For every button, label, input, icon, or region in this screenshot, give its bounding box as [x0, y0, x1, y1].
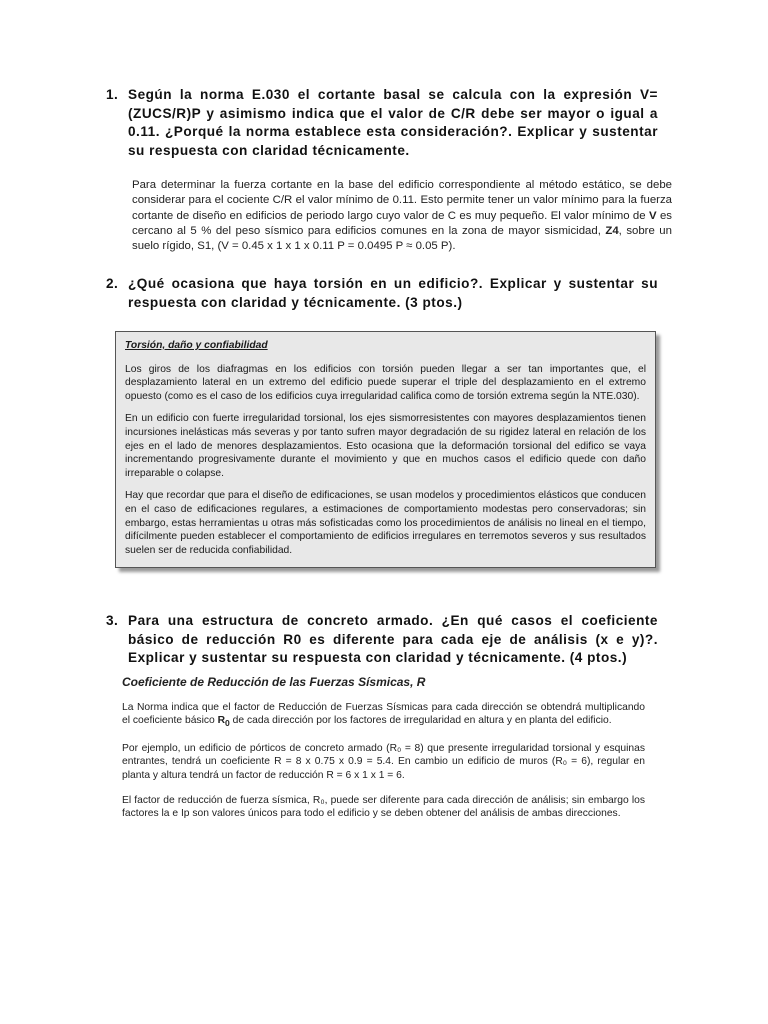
- bold-term: Z4: [605, 224, 619, 237]
- question-1: [106, 86, 658, 160]
- r-letter: R: [217, 715, 226, 727]
- question-text: Según la norma E.030 el cortante basal se calcula con la expresión V=(ZUCS/R)P y asimismo indica que el valor de C/R debe ser mayor o igual a 0.11. ¿Porqué la norma establece esta consideración?. Explicar y sustentar su respuesta con claridad técnicamente.: [128, 87, 658, 158]
- question-2: [106, 275, 658, 312]
- question-number: 2.: [106, 276, 119, 291]
- bold-term: V: [648, 209, 657, 222]
- answer-text: es cercano al 5 % del peso sísmico para edificios comunes en la zona de mayor sismicidad,: [132, 209, 672, 237]
- r-subscript: 0: [225, 718, 230, 729]
- answer-3: [122, 676, 645, 832]
- answer-text: Para determinar la fuerza cortante en la base del edificio correspondiente al método estático, se debe considerar para el cociente C/R el valor mínimo de 0.11. Esto permite tener un valor mínimo para la fuerza cortante de diseño en edificios de periodo largo cuyo valor de C es muy pequeño. El valor mínimo de: [132, 179, 672, 222]
- box-paragraph: Hay que recordar que para el diseño de edificaciones, se usan modelos y procedimientos elásticos que conducen en el caso de edificaciones regulares, a estimaciones de comportamiento modestas pero conservadoras; sin embargo, estas herramientas u otras más sofisticadas como los procedimientos de análisis no lineal en el tiempo, difícilmente pueden establecer el comportamiento de edificios irregulares en terremotos severos y sus resultados suelen ser de reducida confiabilidad.: [125, 490, 646, 556]
- section-title: Coeficiente de Reducción de las Fuerzas Sísmicas, R: [122, 675, 426, 689]
- answer-text: , sobre un suelo rígido, S1, (V = 0.45 x 1 x 1 x 0.11 P = 0.0495 P ≈ 0.05 P).: [132, 224, 672, 253]
- answer-paragraph: El factor de reducción de fuerza sísmica, R₀, puede ser diferente para cada dirección de análisis; sin embargo los factores la e Ip son valores únicos para todo el edificio y se deben obtener del análisis de ambas direcciones.: [122, 794, 645, 820]
- answer-1: [132, 178, 672, 254]
- answer-paragraph: Por ejemplo, un edificio de pórticos de concreto armado (R₀ = 8) que presente irregularidad torsional y esquinas entrantes, tendrá un coeficiente R = 8 x 0.75 x 0.9 = 5.4. En cambio un edificio de muros (R₀ = 6), regular en planta y altura tendrá un factor de reducción R = 6 x 1 x 1 = 6.: [122, 742, 645, 782]
- question-number: 1.: [106, 87, 119, 102]
- answer-paragraph: [132, 178, 672, 254]
- answer-paragraph: [122, 701, 645, 731]
- question-text: Para una estructura de concreto armado. ¿En qué casos el coeficiente básico de reducción R0 es diferente para cada eje de análisis (x e y)?. Explicar y sustentar su respuesta con claridad y técnicamente. (4 ptos.): [128, 613, 658, 665]
- question-3: [106, 612, 658, 668]
- torsion-answer-box: [115, 331, 656, 568]
- box-paragraph: En un edificio con fuerte irregularidad torsional, los ejes sismorresistentes con mayores desplazamientos tienen incursiones inelásticas más severas y por tanto sufren mayor degradación de su rigidez lateral en relación de los ejes en el lado de menores desplazamientos. Esto ocasiona que la deformación torsional del edifico se vaya incrementando progresivamente durante el movimiento y que en muchos casos el edificio quede con daño irreparable o colapse.: [125, 413, 646, 479]
- r0-symbol: [217, 715, 230, 729]
- box-paragraph: Los giros de los diafragmas en los edificios con torsión pueden llegar a ser tan importantes que, el desplazamiento lateral en un extremo del edificio puede superar el triple del desplazamiento en el extremo opuesto (como es el caso de los edificios cuya irregularidad califica como de torsión extrema según la NTE.030).: [125, 363, 646, 402]
- question-number: 3.: [106, 613, 119, 628]
- answer-text: de cada dirección por los factores de irregularidad en altura y en planta del edificio.: [229, 715, 612, 727]
- answer-text: La Norma indica que el factor de Reducción de Fuerzas Sísmicas para cada dirección se obtendrá multiplicando el coeficiente básico: [122, 701, 645, 727]
- question-text: ¿Qué ocasiona que haya torsión en un edificio?. Explicar y sustentar su respuesta con claridad y técnicamente. (3 ptos.): [128, 276, 658, 310]
- box-title: Torsión, daño y confiabilidad: [125, 340, 268, 351]
